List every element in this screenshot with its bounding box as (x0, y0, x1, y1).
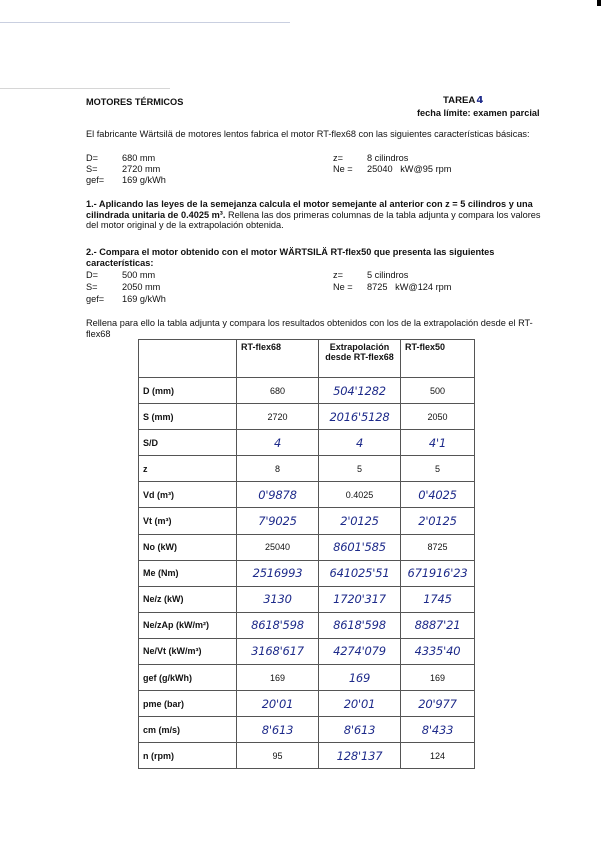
spec-value: 2720 mm (122, 164, 161, 174)
row-label: z (139, 456, 237, 482)
row-label: Me (Nm) (139, 560, 237, 586)
cell-text: 4274'079 (333, 644, 386, 659)
spec-key: D= (86, 153, 99, 163)
printed-value (401, 378, 475, 404)
cell-text: 8601'585 (333, 540, 386, 555)
scan-edge-mark (597, 0, 601, 6)
handwritten-value (401, 560, 475, 586)
table-row (139, 508, 475, 534)
tarea-label: TAREA4 (443, 95, 484, 106)
cell-text: 8'613 (343, 722, 376, 737)
cell-text: 169 (348, 670, 371, 685)
row-label: Ne/zAp (kW/m²) (139, 612, 237, 638)
handwritten-value (319, 743, 401, 769)
printed-value (401, 456, 475, 482)
cell-text: 8'433 (421, 722, 454, 737)
printed-value (319, 456, 401, 482)
deadline: fecha límite: examen parcial (417, 108, 540, 118)
printed-value (237, 534, 319, 560)
row-label: S (mm) (139, 404, 237, 430)
cell-text: 7'9025 (258, 514, 297, 529)
cell-text: 128'137 (336, 748, 383, 763)
spec-value: 5 cilindros (367, 270, 409, 280)
spec-key: gef= (86, 175, 105, 185)
handwritten-value (319, 638, 401, 664)
handwritten-value (237, 430, 319, 456)
handwritten-value (237, 586, 319, 612)
handwritten-value (319, 430, 401, 456)
printed-value (401, 404, 475, 430)
table-row (139, 456, 475, 482)
intro-text: El fabricante Wärtsilä de motores lentos fabrica el motor RT-flex68 con las siguientes características básicas: (86, 129, 530, 139)
cell-text: 95 (272, 750, 283, 761)
table-instruction: Rellena para ello la tabla adjunta y compara los resultados obtenidos con los de la extrapolación desde el RT-flex68 (86, 318, 533, 339)
spec-key: z= (333, 270, 343, 280)
table-header: RT-flex50 (401, 340, 475, 378)
cell-text: 0'9878 (258, 487, 297, 502)
cell-text: 169 (429, 672, 446, 683)
table-header: Extrapolación desde RT-flex68 (319, 340, 401, 378)
handwritten-value (237, 612, 319, 638)
handwritten-value (237, 560, 319, 586)
handwritten-value (401, 482, 475, 508)
row-label: Vt (m³) (139, 508, 237, 534)
handwritten-value (319, 378, 401, 404)
printed-value (401, 743, 475, 769)
question-1 (86, 199, 548, 231)
question-1-rest: Rellena las dos primeras columnas de la tabla adjunta y compara los valores del motor original y de la extrapolación obtenida. (86, 209, 541, 230)
spec-key: D= (86, 270, 99, 280)
handwritten-value (319, 508, 401, 534)
printed-value (237, 665, 319, 691)
row-label: gef (g/kWh) (139, 665, 237, 691)
cell-text: 4 (273, 435, 282, 450)
handwritten-value (319, 612, 401, 638)
cell-text: 2050 (427, 411, 448, 422)
printed-value (319, 482, 401, 508)
handwritten-value (237, 508, 319, 534)
cell-text: 0.4025 (345, 489, 374, 500)
row-label: S/D (139, 430, 237, 456)
printed-value (237, 456, 319, 482)
handwritten-value (401, 612, 475, 638)
cell-text: 169 (269, 672, 286, 683)
question-1-bold: 1.- Aplicando las leyes de la semejanza calcula el motor semejante al anterior con z = 5 cilindros y una cilindrada unitaria de 0.4025 m³. (86, 199, 533, 220)
printed-value (401, 665, 475, 691)
question-2: 2.- Compara el motor obtenido con el motor WÄRTSILÄ RT-flex50 que presenta las siguientes características: (86, 247, 495, 268)
printed-value (237, 378, 319, 404)
handwritten-value (401, 586, 475, 612)
handwritten-value (319, 717, 401, 743)
table-row (139, 717, 475, 743)
handwritten-value (401, 691, 475, 717)
table-row (139, 665, 475, 691)
spec-key: gef= (86, 294, 105, 304)
tarea-number: 4 (476, 95, 484, 106)
cell-text: 8618'598 (251, 618, 304, 633)
cell-text: 25040 (264, 542, 291, 553)
printed-value (237, 743, 319, 769)
scan-artifact-line (0, 88, 170, 89)
printed-value (237, 404, 319, 430)
handwritten-value (319, 691, 401, 717)
handwritten-value (237, 482, 319, 508)
cell-text: 8618'598 (333, 618, 386, 633)
table-row (139, 586, 475, 612)
cell-text: 20'01 (343, 696, 376, 711)
cell-text: 8887'21 (414, 618, 461, 633)
spec-key: Ne = (333, 282, 353, 292)
handwritten-value (319, 534, 401, 560)
cell-text: 4335'40 (414, 644, 461, 659)
comparison-table (138, 339, 475, 769)
handwritten-value (401, 638, 475, 664)
cell-text: 2516993 (252, 566, 303, 581)
table-row (139, 691, 475, 717)
cell-text: 8'613 (261, 722, 294, 737)
cell-text: 3130 (263, 592, 292, 607)
spec-value: 2050 mm (122, 282, 161, 292)
cell-text: 2'0125 (418, 514, 457, 529)
table-row (139, 743, 475, 769)
row-label: n (rpm) (139, 743, 237, 769)
table-row (139, 612, 475, 638)
row-label: Vd (m³) (139, 482, 237, 508)
handwritten-value (319, 560, 401, 586)
cell-text: 1720'317 (333, 592, 386, 607)
cell-text: 2016'5128 (329, 409, 390, 424)
cell-text: 4 (355, 435, 364, 450)
cell-text: 8 (274, 463, 280, 474)
row-label: Ne/Vt (kW/m³) (139, 638, 237, 664)
cell-text: 5 (434, 463, 440, 474)
cell-text: 1745 (423, 592, 452, 607)
spec-value: 680 mm (122, 153, 156, 163)
handwritten-value (319, 404, 401, 430)
scan-artifact-line (0, 22, 290, 23)
table-header: RT-flex68 (237, 340, 319, 378)
table-row (139, 482, 475, 508)
handwritten-value (401, 717, 475, 743)
cell-text: 20'01 (261, 696, 294, 711)
cell-text: 641025'51 (329, 566, 390, 581)
table-header-empty (139, 340, 237, 378)
table-row (139, 378, 475, 404)
cell-text: 5 (356, 463, 362, 474)
cell-text: 3168'617 (251, 644, 304, 659)
printed-value (401, 534, 475, 560)
cell-text: 2720 (267, 411, 288, 422)
spec-key: z= (333, 153, 343, 163)
page-title: MOTORES TÉRMICOS (86, 97, 184, 107)
row-label: D (mm) (139, 378, 237, 404)
spec-key: S= (86, 282, 98, 292)
row-label: Ne/z (kW) (139, 586, 237, 612)
spec-value: 169 g/kWh (122, 294, 166, 304)
table-row (139, 404, 475, 430)
cell-text: 124 (429, 750, 446, 761)
table-row (139, 638, 475, 664)
cell-text: 500 (429, 385, 446, 396)
cell-text: 680 (269, 385, 286, 396)
spec-key: S= (86, 164, 98, 174)
table-header-row (139, 340, 475, 378)
row-label: No (kW) (139, 534, 237, 560)
handwritten-value (237, 691, 319, 717)
row-label: cm (m/s) (139, 717, 237, 743)
spec-value: 169 g/kWh (122, 175, 166, 185)
handwritten-value (319, 665, 401, 691)
spec-value: 8725 kW@124 rpm (367, 282, 452, 292)
spec-value: 8 cilindros (367, 153, 409, 163)
spec-value: 500 mm (122, 270, 156, 280)
cell-text: 2'0125 (340, 514, 379, 529)
handwritten-value (401, 508, 475, 534)
spec-value: 25040 kW@95 rpm (367, 164, 452, 174)
handwritten-value (237, 717, 319, 743)
cell-text: 671916'23 (407, 566, 468, 581)
cell-text: 4'1 (428, 435, 447, 450)
handwritten-value (319, 586, 401, 612)
table-row (139, 560, 475, 586)
table-row (139, 430, 475, 456)
spec-key: Ne = (333, 164, 353, 174)
cell-text: 504'1282 (333, 383, 386, 398)
cell-text: 20'977 (418, 696, 457, 711)
table-row (139, 534, 475, 560)
handwritten-value (237, 638, 319, 664)
handwritten-value (401, 430, 475, 456)
cell-text: 0'4025 (418, 487, 457, 502)
cell-text: 8725 (427, 542, 448, 553)
row-label: pme (bar) (139, 691, 237, 717)
